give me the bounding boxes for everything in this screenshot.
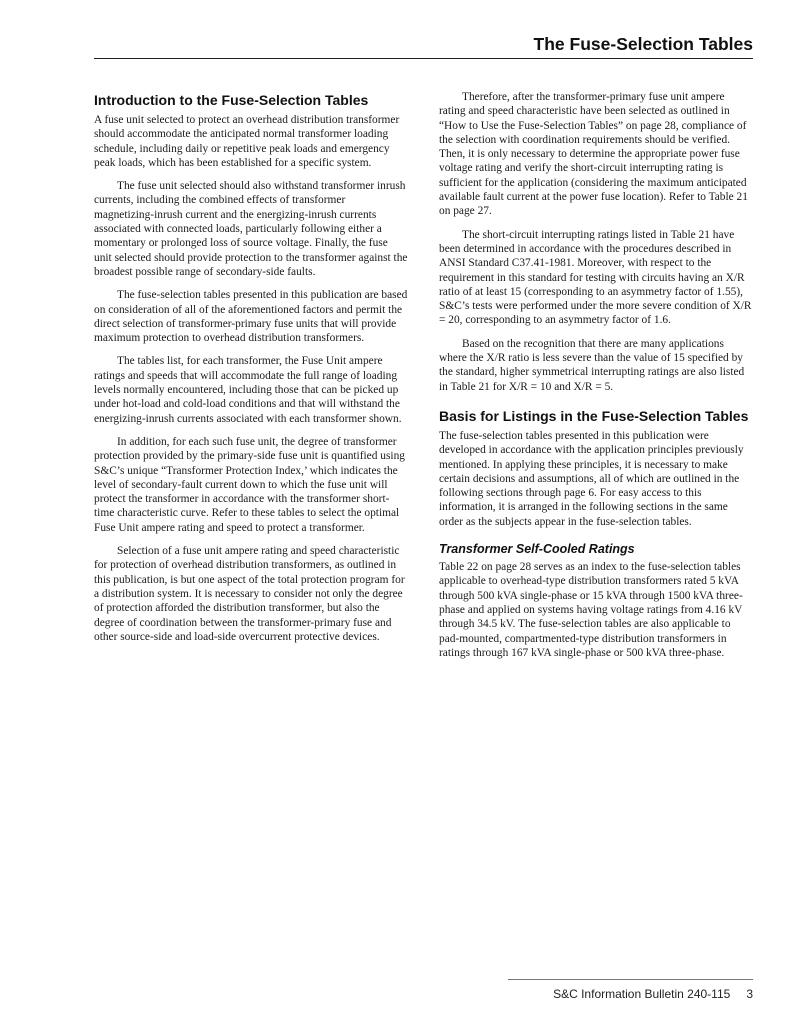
header-rule — [94, 58, 753, 59]
body-paragraph: In addition, for each such fuse unit, the degree of transformer protection provided by the primary-side fuse unit is quantified using S&C’s unique “Transformer Protection Index,’ which indicates the level of secondary-fault current down to which the fuse unit will protect the transformer in accordance with the transformer short-time characteristic curve. Refer to these tables to select the optimal Fuse Unit ampere rating and speed to protect a transformer. — [94, 435, 405, 534]
footer-rule — [508, 979, 753, 980]
right-column — [439, 90, 753, 669]
left-column — [94, 90, 408, 653]
body-paragraph: Selection of a fuse unit ampere rating and speed characteristic for protection of overhead distribution transformers, as outlined in this publication, is but one aspect of the total protection program for a distribution system. It is necessary to consider not only the degree of protection afforded the distribution transformer, but also the degree of coordination between the transformer-primary fuse and other source-side and load-side overcurrent protective devices. — [94, 545, 405, 643]
body-paragraph: Table 22 on page 28 serves as an index to the fuse-selection tables applicable to overhead-type distribution transformers rated 5 kVA through 500 kVA single-phase or 15 kVA through 1500 kVA three-phase and applied on systems having voltage ratings from 4.16 kV through 34.5 kV. The fuse-selection tables are also applicable to pad-mounted, compartmented-type distribution transformers in ratings through 167 kVA single-phase or 500 kVA three-phase. — [439, 561, 743, 659]
body-paragraph: A fuse unit selected to protect an overhead distribution transformer should accommodate the anticipated normal transformer loading schedule, including daily or repetitive peak loads and emergency peak loads, which has been established for a specific system. — [94, 114, 400, 169]
page-footer — [553, 987, 753, 1001]
body-paragraph: Therefore, after the transformer-primary fuse unit ampere rating and speed characteristic have been selected as outlined in “How to Use the Fuse-Selection Tables” on page 28, compliance of the selection with coordination requirements should be verified. Then, it is only necessary to determine the appropriate power fuse voltage rating and verify the short-circuit interrupting rating is sufficient for the application (considering the maximum anticipated available fault current at the power fuse location). Refer to Table 21 on page 27. — [439, 91, 748, 218]
page-number: 3 — [746, 987, 753, 1001]
section-heading-basis: Basis for Listings in the Fuse-Selection Tables — [439, 407, 749, 424]
body-paragraph: The fuse-selection tables presented in this publication were developed in accordance with the application principles previously mentioned. In applying these principles, it is necessary to make certain decisions and assumptions, all of which are outlined in the following sections through page 6. For easy access to this information, it is arranged in the following sections in the same order as the subjects appear in the fuse-selection tables. — [439, 429, 744, 528]
body-paragraph: Based on the recognition that there are many applications where the X/R ratio is less severe than the value of 15 specified by the standard, higher symmetrical interrupting ratings are also listed in Table 21 for X/R = 10 and X/R = 5. — [439, 337, 745, 393]
body-paragraph: The tables list, for each transformer, the Fuse Unit ampere ratings and speeds that will accommodate the full range of loading levels normally encountered, including those that can be picked up under hot-load and cold-load conditions and that will withstand the energizing-inrush currents associated with each transformer shown. — [94, 355, 402, 425]
footer-publication: S&C Information Bulletin 240-115 — [553, 987, 731, 1001]
section-heading-introduction: Introduction to the Fuse-Selection Tables — [94, 92, 369, 108]
subheading-self-cooled-ratings: Transformer Self-Cooled Ratings — [439, 542, 635, 557]
page-header-title: The Fuse-Selection Tables — [533, 34, 753, 54]
body-paragraph: The short-circuit interrupting ratings listed in Table 21 have been determined in accordance with the procedures described in ANSI Standard C37.41-1981. Moreover, with respect to the requirement in this standard for testing with circuits having an X/R ratio of at least 15 (corresponding to an asymmetry factor of 1.55), S&C’s tests were performed under the more severe condition of X/R = 20, corresponding to an asymmetry factor of 1.6. — [439, 228, 752, 327]
body-paragraph: The fuse-selection tables presented in this publication are based on consideration of all of the aforementioned factors and permit the direct selection of transformer-primary fuse units that will provide maximum protection to overhead distribution transformers. — [94, 289, 408, 345]
body-paragraph: The fuse unit selected should also withstand transformer inrush currents, including the combined effects of transformer magnetizing-inrush current and the energizing-inrush currents associated with connected loads, particularly following either a momentary or prolonged loss of source voltage. Finally, the fuse unit selected should provide protection to the transformer against the broadest possible range of secondary-side faults. — [94, 180, 408, 278]
